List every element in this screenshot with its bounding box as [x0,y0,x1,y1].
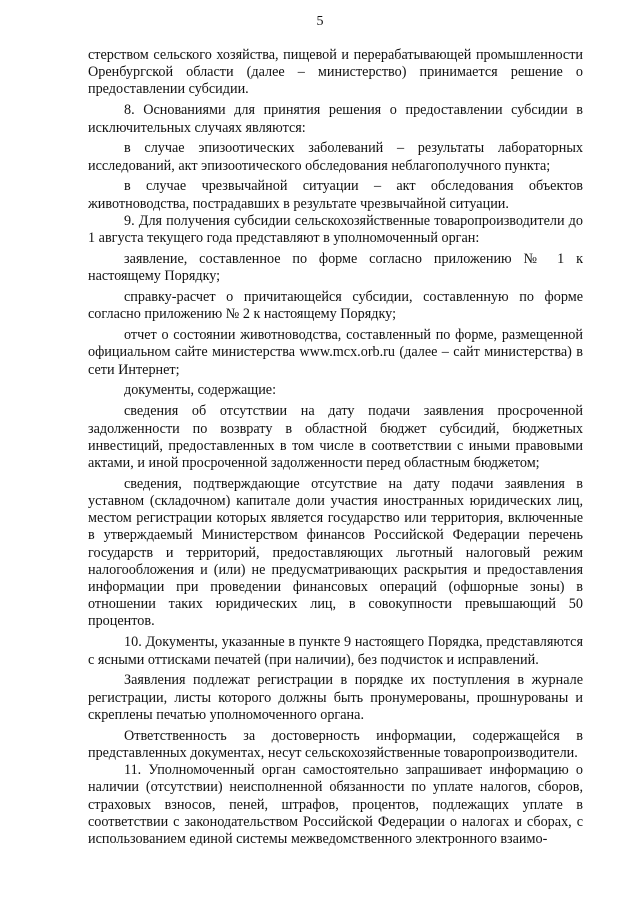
paragraph-continuation: стерством сельского хозяйства, пищевой и перерабатывающей промышленности Оренбургской области (далее – министерство) принимается решение о предоставлении субсидии. [88,47,583,98]
paragraph-registration: Заявления подлежат регистрации в порядке их поступления в журнале регистрации, листы которого должны быть пронумерованы, прошнурованы и скреплены печатью уполномоченного органа. [88,672,583,723]
paragraph-responsibility: Ответственность за достоверность информации, содержащейся в представленных документах, несут сельскохозяйственные товаропроизводители. [88,727,583,761]
paragraph-livestock-report: отчет о состоянии животноводства, составленный по форме, размещенной официальном сайте министерства www.mcx.orb.ru (далее – сайт министерства) в сети Интернет; [88,327,583,378]
paragraph-item-8: 8. Основаниями для принятия решения о предоставлении субсидии в исключительных случаях являются: [88,102,583,136]
paragraph-documents: документы, содержащие: [124,382,277,399]
paragraph-debt-info: сведения об отсутствии на дату подачи заявления просроченной задолженности по возврату в областной бюджет субсидий, бюджетных инвестиций, предоставленных в том числе в соответствии с иными правовыми актами, и иной просроченной задолженности перед областным бюджетом; [88,403,583,471]
paragraph-item-10: 10. Документы, указанные в пункте 9 настоящего Порядка, представляются с ясными оттисками печатей (при наличии), без подчисток и исправлений. [88,634,583,668]
paragraph-epizootic: в случае эпизоотических заболеваний – результаты лабораторных исследований, акт эпизоотического обследования неблагополучного пункта; [88,140,583,174]
paragraph-emergency: в случае чрезвычайной ситуации – акт обследования объектов животноводства, пострадавших в результате чрезвычайной ситуации. [88,178,583,212]
document-body [88,47,583,848]
page-number: 5 [316,14,324,29]
paragraph-application: заявление, составленное по форме согласно приложению № 1 к настоящему Порядку; [88,250,583,285]
paragraph-item-11: 11. Уполномоченный орган самостоятельно запрашивает информацию о наличии (отсутствии) неисполненной обязанности по уплате налогов, сборов, страховых взносов, пеней, штрафов, процентов, подлежащих уплате в соответствии с законодательством Российской Федерации о налогах и сборах, с использованием единой системы межведомственного электронного взаимо- [88,762,583,847]
paragraph-offshore-info: сведения, подтверждающие отсутствие на дату подачи заявления в уставном (складочном) капитале доли участия иностранных юридических лиц, местом регистрации которых является государство или территория, включенные в утверждаемый Министерством финансов Российской Федерации перечень государств и территорий, предоставляющих льготный налоговый режим налогообложения и (или) не предусматривающих раскрытия и предоставления информации при проведении финансовых операций (офшорные зоны) в отношении таких юридических лиц, в совокупности превышающий 50 процентов. [88,475,583,630]
paragraph-calculation: справку-расчет о причитающейся субсидии, составленную по форме согласно приложению № 2 к настоящему Порядку; [88,289,583,323]
paragraph-item-9: 9. Для получения субсидии сельскохозяйственные товаропроизводители до 1 августа текущего года представляют в уполномоченный орган: [88,212,583,247]
